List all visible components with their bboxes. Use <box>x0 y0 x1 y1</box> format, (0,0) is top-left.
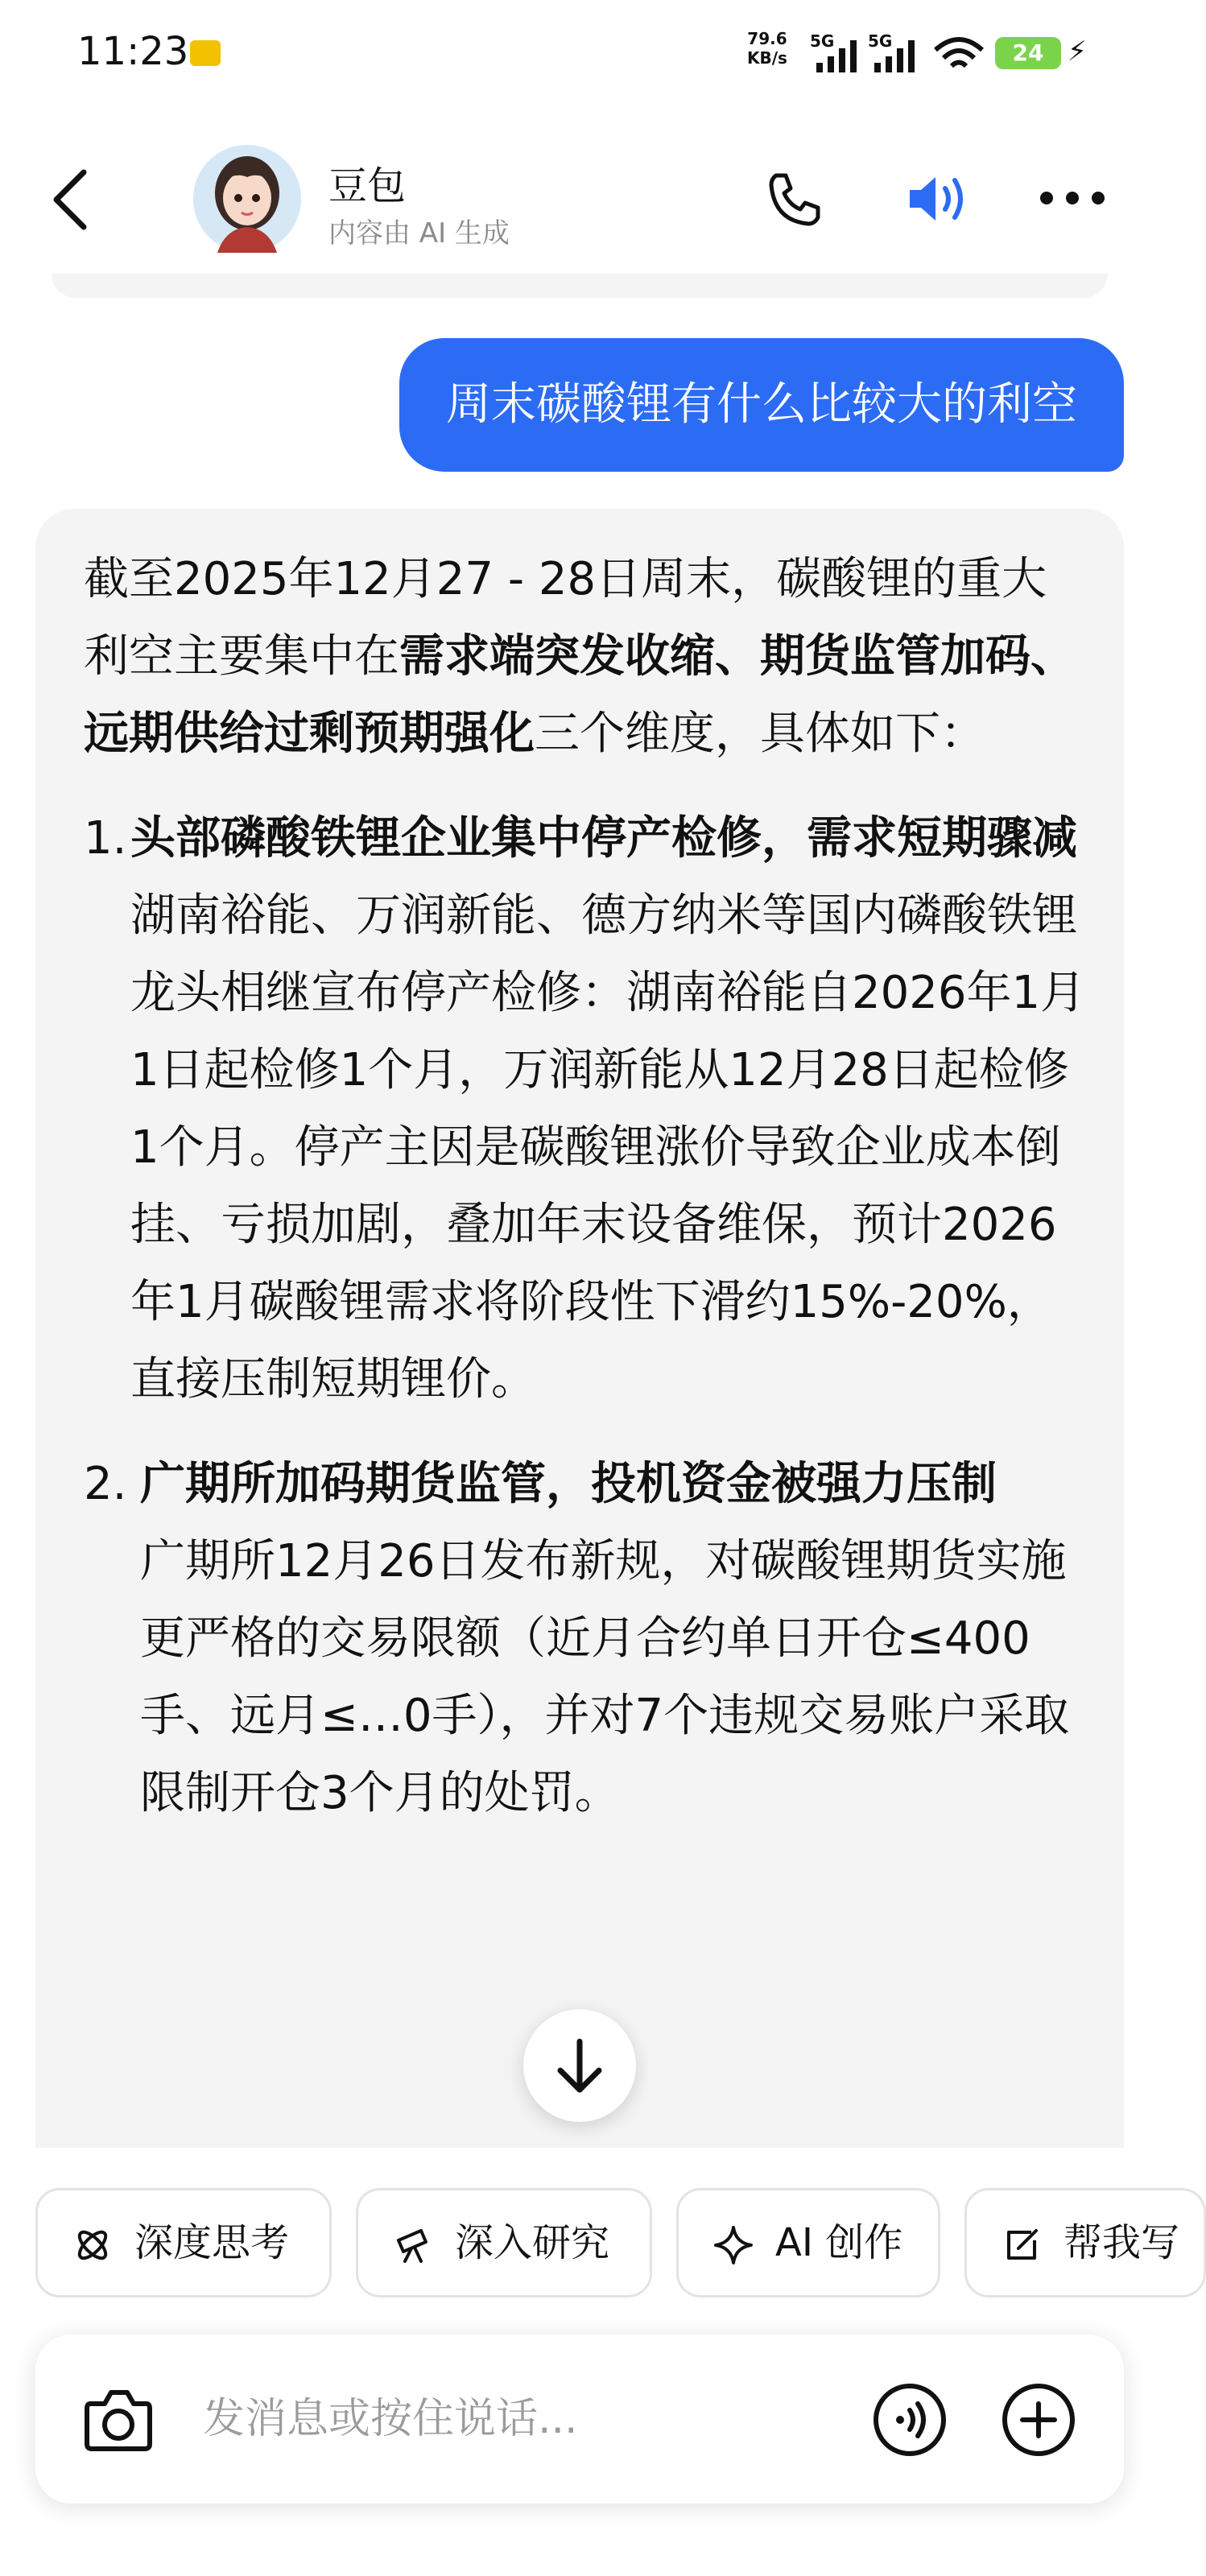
list-item-heading: 广期所加码期货监管，投机资金被强力压制 <box>140 1458 997 1510</box>
quick-actions-bar <box>35 2188 1180 2301</box>
sparkle-icon <box>714 2226 753 2264</box>
list-item <box>84 1446 1090 1832</box>
more-options-icon[interactable] <box>1039 188 1106 208</box>
back-arrow-icon[interactable] <box>48 167 97 232</box>
battery-indicator: 24 <box>995 37 1061 69</box>
edit-icon <box>1002 2226 1041 2264</box>
deep-research-chip[interactable] <box>356 2188 652 2297</box>
status-bar <box>0 0 1159 113</box>
list-item-body: 广期所12月26日发布新规，对碳酸锂期货实施更严格的交易限额（近月合约单日开仓≤400手、远月≤…0手），并对7个违规交易账户采取限制开仓3个月的处罚。 <box>140 1535 1070 1819</box>
wifi-icon <box>932 34 985 74</box>
list-item-number: 1. <box>84 812 127 865</box>
list-item-heading: 头部磷酸铁锂企业集中停产检修，需求短期骤减 <box>130 812 1077 865</box>
chip-label: 深度思考 <box>134 2220 290 2265</box>
message-input-bar[interactable] <box>35 2334 1124 2504</box>
arrow-down-icon <box>523 2009 636 2122</box>
chat-subtitle: 内容由 AI 生成 <box>328 217 510 250</box>
help-write-chip[interactable] <box>964 2188 1206 2297</box>
list-item-body: 湖南裕能、万润新能、德方纳米等国内磷酸铁锂龙头相继宣布停产检修：湖南裕能自2026年1月1日起检修1个月，万润新能从12月28日起检修1个月。停产主因是碳酸锂涨价导致企业成本倒挂、亏损加剧，叠加年末设备维保，预计2026年1月碳酸锂需求将阶段性下滑约15%-20%，直接压制短期锂价。 <box>130 890 1086 1406</box>
network-speed <box>747 29 787 68</box>
avatar-illustration <box>193 145 301 253</box>
speaker-icon[interactable] <box>905 169 973 229</box>
ai-intro-paragraph <box>84 541 1090 773</box>
svg-text:5G: 5G <box>868 31 893 51</box>
avatar[interactable] <box>193 145 301 253</box>
voice-call-icon[interactable] <box>871 2381 948 2458</box>
user-message-bubble[interactable]: 周末碳酸锂有什么比较大的利空 <box>399 338 1124 472</box>
signal-5g-icon <box>810 32 861 80</box>
svg-text:5G: 5G <box>810 31 835 51</box>
chat-header <box>0 121 1159 282</box>
list-item <box>84 800 1090 1418</box>
network-speed-unit: KB/s <box>747 48 787 68</box>
ai-message-content <box>84 541 1090 1832</box>
network-speed-value: 79.6 <box>747 29 787 48</box>
ai-intro-text: 截至2025年12月27 - 28日周末，碳酸锂的重大利空主要集中在 <box>84 553 1047 683</box>
chat-title: 豆包 <box>328 163 407 208</box>
ai-message-card <box>35 509 1124 2148</box>
scroll-to-bottom-button[interactable] <box>523 2009 636 2122</box>
chip-label: 帮我写 <box>1064 2220 1180 2265</box>
charging-icon: ⚡ <box>1068 35 1087 68</box>
chip-label: AI 创作 <box>775 2220 903 2265</box>
message-input-placeholder[interactable]: 发消息或按住说话... <box>203 2395 578 2443</box>
telescope-icon <box>394 2226 432 2264</box>
camera-icon[interactable] <box>82 2384 155 2454</box>
signal-5g-icon-2 <box>868 32 919 80</box>
ai-intro-highlight: 需求端突发收缩、期货监管加码、远期供给过剩预期强化 <box>84 630 1076 760</box>
chip-label: 深入研究 <box>455 2220 610 2265</box>
phone-icon[interactable] <box>765 169 824 229</box>
notification-badge-icon <box>190 40 221 66</box>
list-item-number: 2. <box>84 1458 127 1510</box>
ai-intro-text-end: 三个维度，具体如下： <box>535 708 985 760</box>
add-icon[interactable] <box>1000 2381 1077 2458</box>
status-time: 11:23 <box>77 29 189 74</box>
previous-message-edge <box>52 274 1108 298</box>
ai-create-chip[interactable] <box>676 2188 940 2297</box>
deep-think-chip[interactable] <box>35 2188 332 2297</box>
atom-icon <box>73 2226 112 2264</box>
